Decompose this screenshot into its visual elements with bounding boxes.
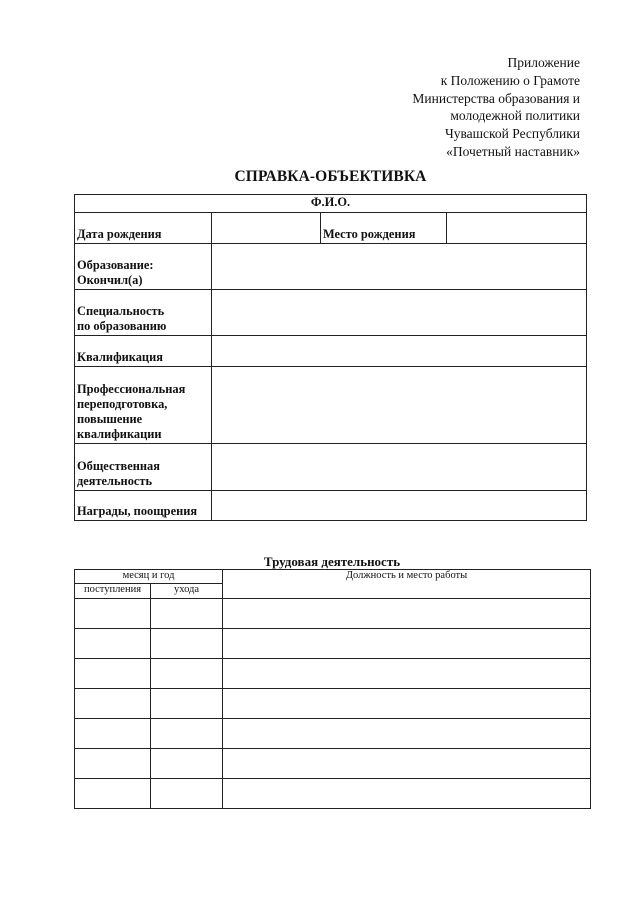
qualification-field[interactable]: [212, 336, 587, 367]
birth-place-label: Место рождения: [321, 213, 447, 244]
public-activity-label-line: деятельность: [77, 474, 153, 488]
work-start-cell[interactable]: [75, 689, 151, 719]
work-end-cell[interactable]: [151, 689, 223, 719]
appendix-block: [412, 54, 580, 161]
birth-date-field[interactable]: [212, 213, 321, 244]
public-activity-label-line: Общественная: [77, 459, 160, 473]
work-position-cell[interactable]: [223, 659, 591, 689]
work-row: [75, 659, 591, 689]
appendix-line: к Положению о Грамоте: [440, 72, 580, 88]
public-activity-field[interactable]: [212, 444, 587, 491]
work-start-cell[interactable]: [75, 659, 151, 689]
work-end-cell[interactable]: [151, 659, 223, 689]
awards-label: Награды, поощрения: [75, 491, 212, 521]
work-position-cell[interactable]: [223, 749, 591, 779]
education-field[interactable]: [212, 244, 587, 290]
appendix-line: «Почетный наставник»: [446, 143, 580, 159]
specialty-label-line: Специальность: [77, 304, 165, 318]
education-label-line: Окончил(а): [77, 273, 143, 287]
birth-date-label: Дата рождения: [75, 213, 212, 244]
qualification-label: Квалификация: [75, 336, 212, 367]
work-row: [75, 719, 591, 749]
work-row: [75, 629, 591, 659]
awards-field[interactable]: [212, 491, 587, 521]
retraining-field[interactable]: [212, 367, 587, 444]
work-end-cell[interactable]: [151, 629, 223, 659]
work-position-cell[interactable]: [223, 779, 591, 809]
retraining-label-line: переподготовка,: [77, 397, 168, 411]
work-row: [75, 599, 591, 629]
appendix-line: Чувашской Республики: [444, 126, 580, 142]
work-position-cell[interactable]: [223, 719, 591, 749]
birth-place-field[interactable]: [447, 213, 587, 244]
appendix-line: Приложение: [507, 55, 580, 70]
retraining-label: [75, 367, 212, 444]
retraining-label-line: квалификации: [77, 427, 162, 441]
work-title: Трудовая деятельность: [263, 554, 401, 569]
specialty-field[interactable]: [212, 290, 587, 336]
work-end-cell[interactable]: [151, 779, 223, 809]
work-rows: [75, 599, 591, 809]
info-table: [74, 194, 587, 521]
work-start-cell[interactable]: [75, 599, 151, 629]
work-row: [75, 749, 591, 779]
end-header: ухода: [151, 584, 223, 599]
work-start-cell[interactable]: [75, 749, 151, 779]
specialty-label: [75, 290, 212, 336]
position-header: Должность и место работы: [223, 570, 591, 599]
work-end-cell[interactable]: [151, 749, 223, 779]
work-end-cell[interactable]: [151, 719, 223, 749]
retraining-label-line: Профессиональная: [77, 382, 186, 396]
work-position-cell[interactable]: [223, 599, 591, 629]
work-start-cell[interactable]: [75, 719, 151, 749]
work-position-cell[interactable]: [223, 689, 591, 719]
work-table: [74, 569, 591, 809]
work-row: [75, 779, 591, 809]
specialty-label-line: по образованию: [77, 319, 167, 333]
appendix-line: молодежной политики: [450, 108, 580, 124]
work-position-cell[interactable]: [223, 629, 591, 659]
fio-label: Ф.И.О.: [75, 195, 587, 213]
retraining-label-line: повышение: [77, 412, 143, 426]
public-activity-label: [75, 444, 212, 491]
work-row: [75, 689, 591, 719]
education-label: [75, 244, 212, 290]
work-end-cell[interactable]: [151, 599, 223, 629]
education-label-line: Образование:: [77, 258, 154, 272]
appendix-line: Министерства образования и: [412, 90, 580, 106]
work-start-cell[interactable]: [75, 629, 151, 659]
start-header: поступления: [75, 584, 151, 599]
month-year-header: месяц и год: [75, 570, 223, 584]
work-start-cell[interactable]: [75, 779, 151, 809]
document-title: СПРАВКА-ОБЪЕКТИВКА: [234, 168, 427, 185]
